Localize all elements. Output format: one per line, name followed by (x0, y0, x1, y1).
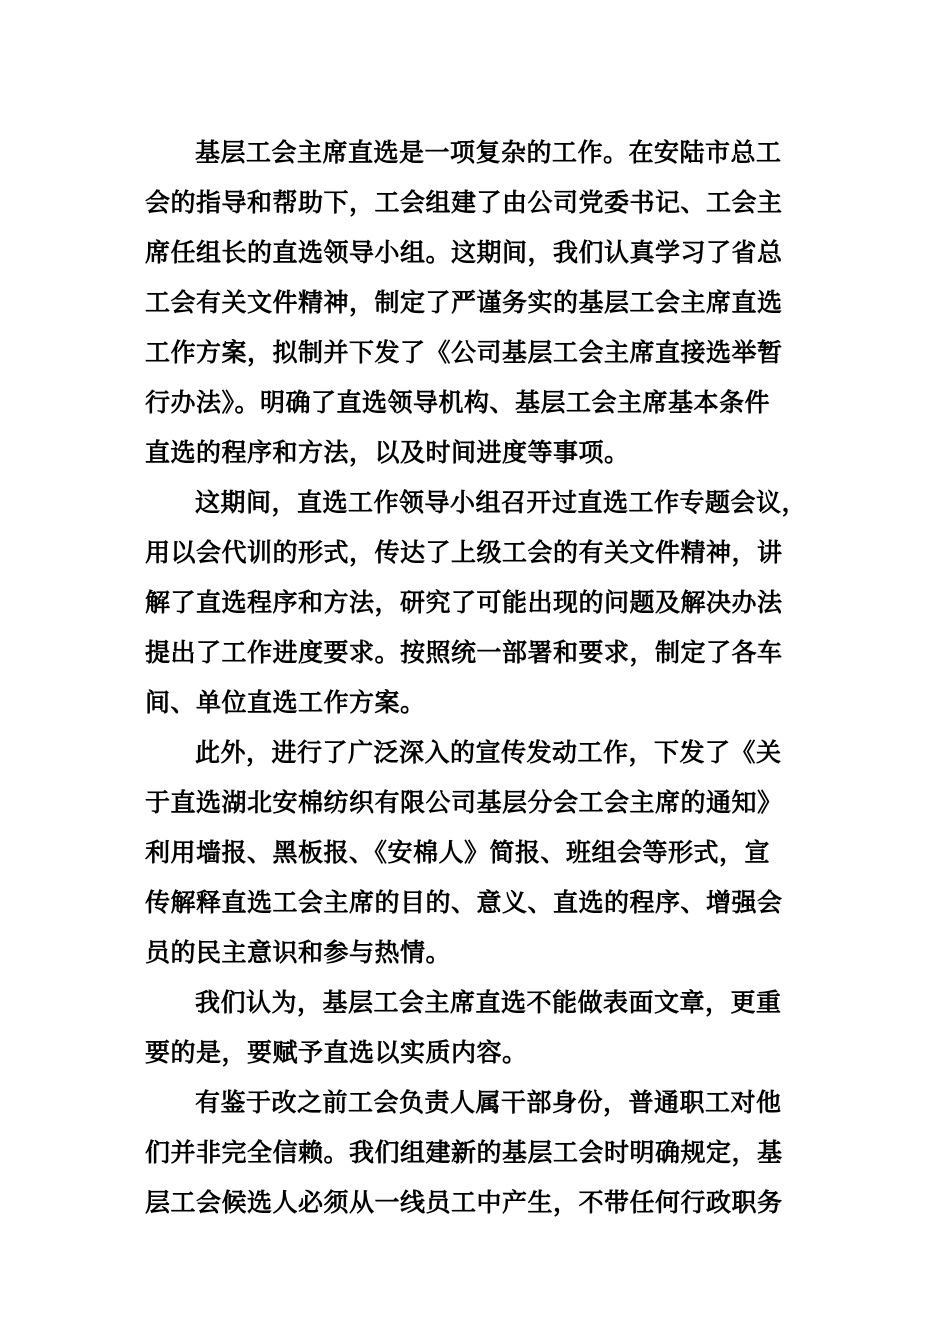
paragraph-line: 席任组长的直选领导小组。这期间，我们认真学习了省总 (145, 238, 783, 267)
paragraph-line: 层工会候选人必须从一线员工中产生，不带任何行政职务 (145, 1188, 783, 1217)
paragraph-line: 会的指导和帮助下，工会组建了由公司党委书记、工会主 (145, 188, 783, 217)
paragraph-line: 利用墙报、黑板报、《安棉人》简报、班组会等形式，宣 (145, 838, 771, 867)
paragraph (145, 728, 815, 978)
document-body (145, 128, 815, 1228)
paragraph-line: 要的是，要赋予直选以实质内容。 (145, 1038, 528, 1067)
paragraph-line: 基层工会主席直选是一项复杂的工作。在安陆市总工 (195, 138, 782, 167)
paragraph (145, 1078, 815, 1228)
paragraph (145, 128, 815, 478)
paragraph-line: 用以会代训的形式，传达了上级工会的有关文件精神，讲 (145, 538, 783, 567)
paragraph-line: 行办法》。明确了直选领导机构、基层工会主席基本条件 (145, 388, 771, 417)
paragraph-line: 于直选湖北安棉纺织有限公司基层分会工会主席的通知》 (145, 788, 783, 817)
paragraph-line: 工会有关文件精神，制定了严谨务实的基层工会主席直选 (145, 288, 783, 317)
paragraph-line: 此外，进行了广泛深入的宣传发动工作，下发了《关 (195, 738, 782, 767)
paragraph-line: 提出了工作进度要求。按照统一部署和要求，制定了各车 (145, 638, 783, 667)
paragraph-line: 员的民主意识和参与热情。 (145, 938, 452, 967)
paragraph-line: 传解释直选工会主席的目的、意义、直选的程序、增强会 (145, 888, 783, 917)
paragraph-line: 间、单位直选工作方案。 (145, 688, 426, 717)
paragraph-line: 工作方案，拟制并下发了《公司基层工会主席直接选举暂 (145, 338, 783, 367)
paragraph (145, 978, 815, 1078)
paragraph-line: 我们认为，基层工会主席直选不能做表面文章，更重 (195, 988, 782, 1017)
paragraph-line: 直选的程序和方法，以及时间进度等事项。 (145, 438, 630, 467)
paragraph-line: 们并非完全信赖。我们组建新的基层工会时明确规定，基 (145, 1138, 783, 1167)
paragraph-line: 有鉴于改之前工会负责人属干部身份，普通职工对他 (195, 1088, 782, 1117)
paragraph (145, 478, 815, 728)
paragraph-line: 解了直选程序和方法，研究了可能出现的问题及解决办法 (145, 588, 783, 617)
paragraph-line: 这期间，直选工作领导小组召开过直选工作专题会议， (195, 488, 808, 517)
